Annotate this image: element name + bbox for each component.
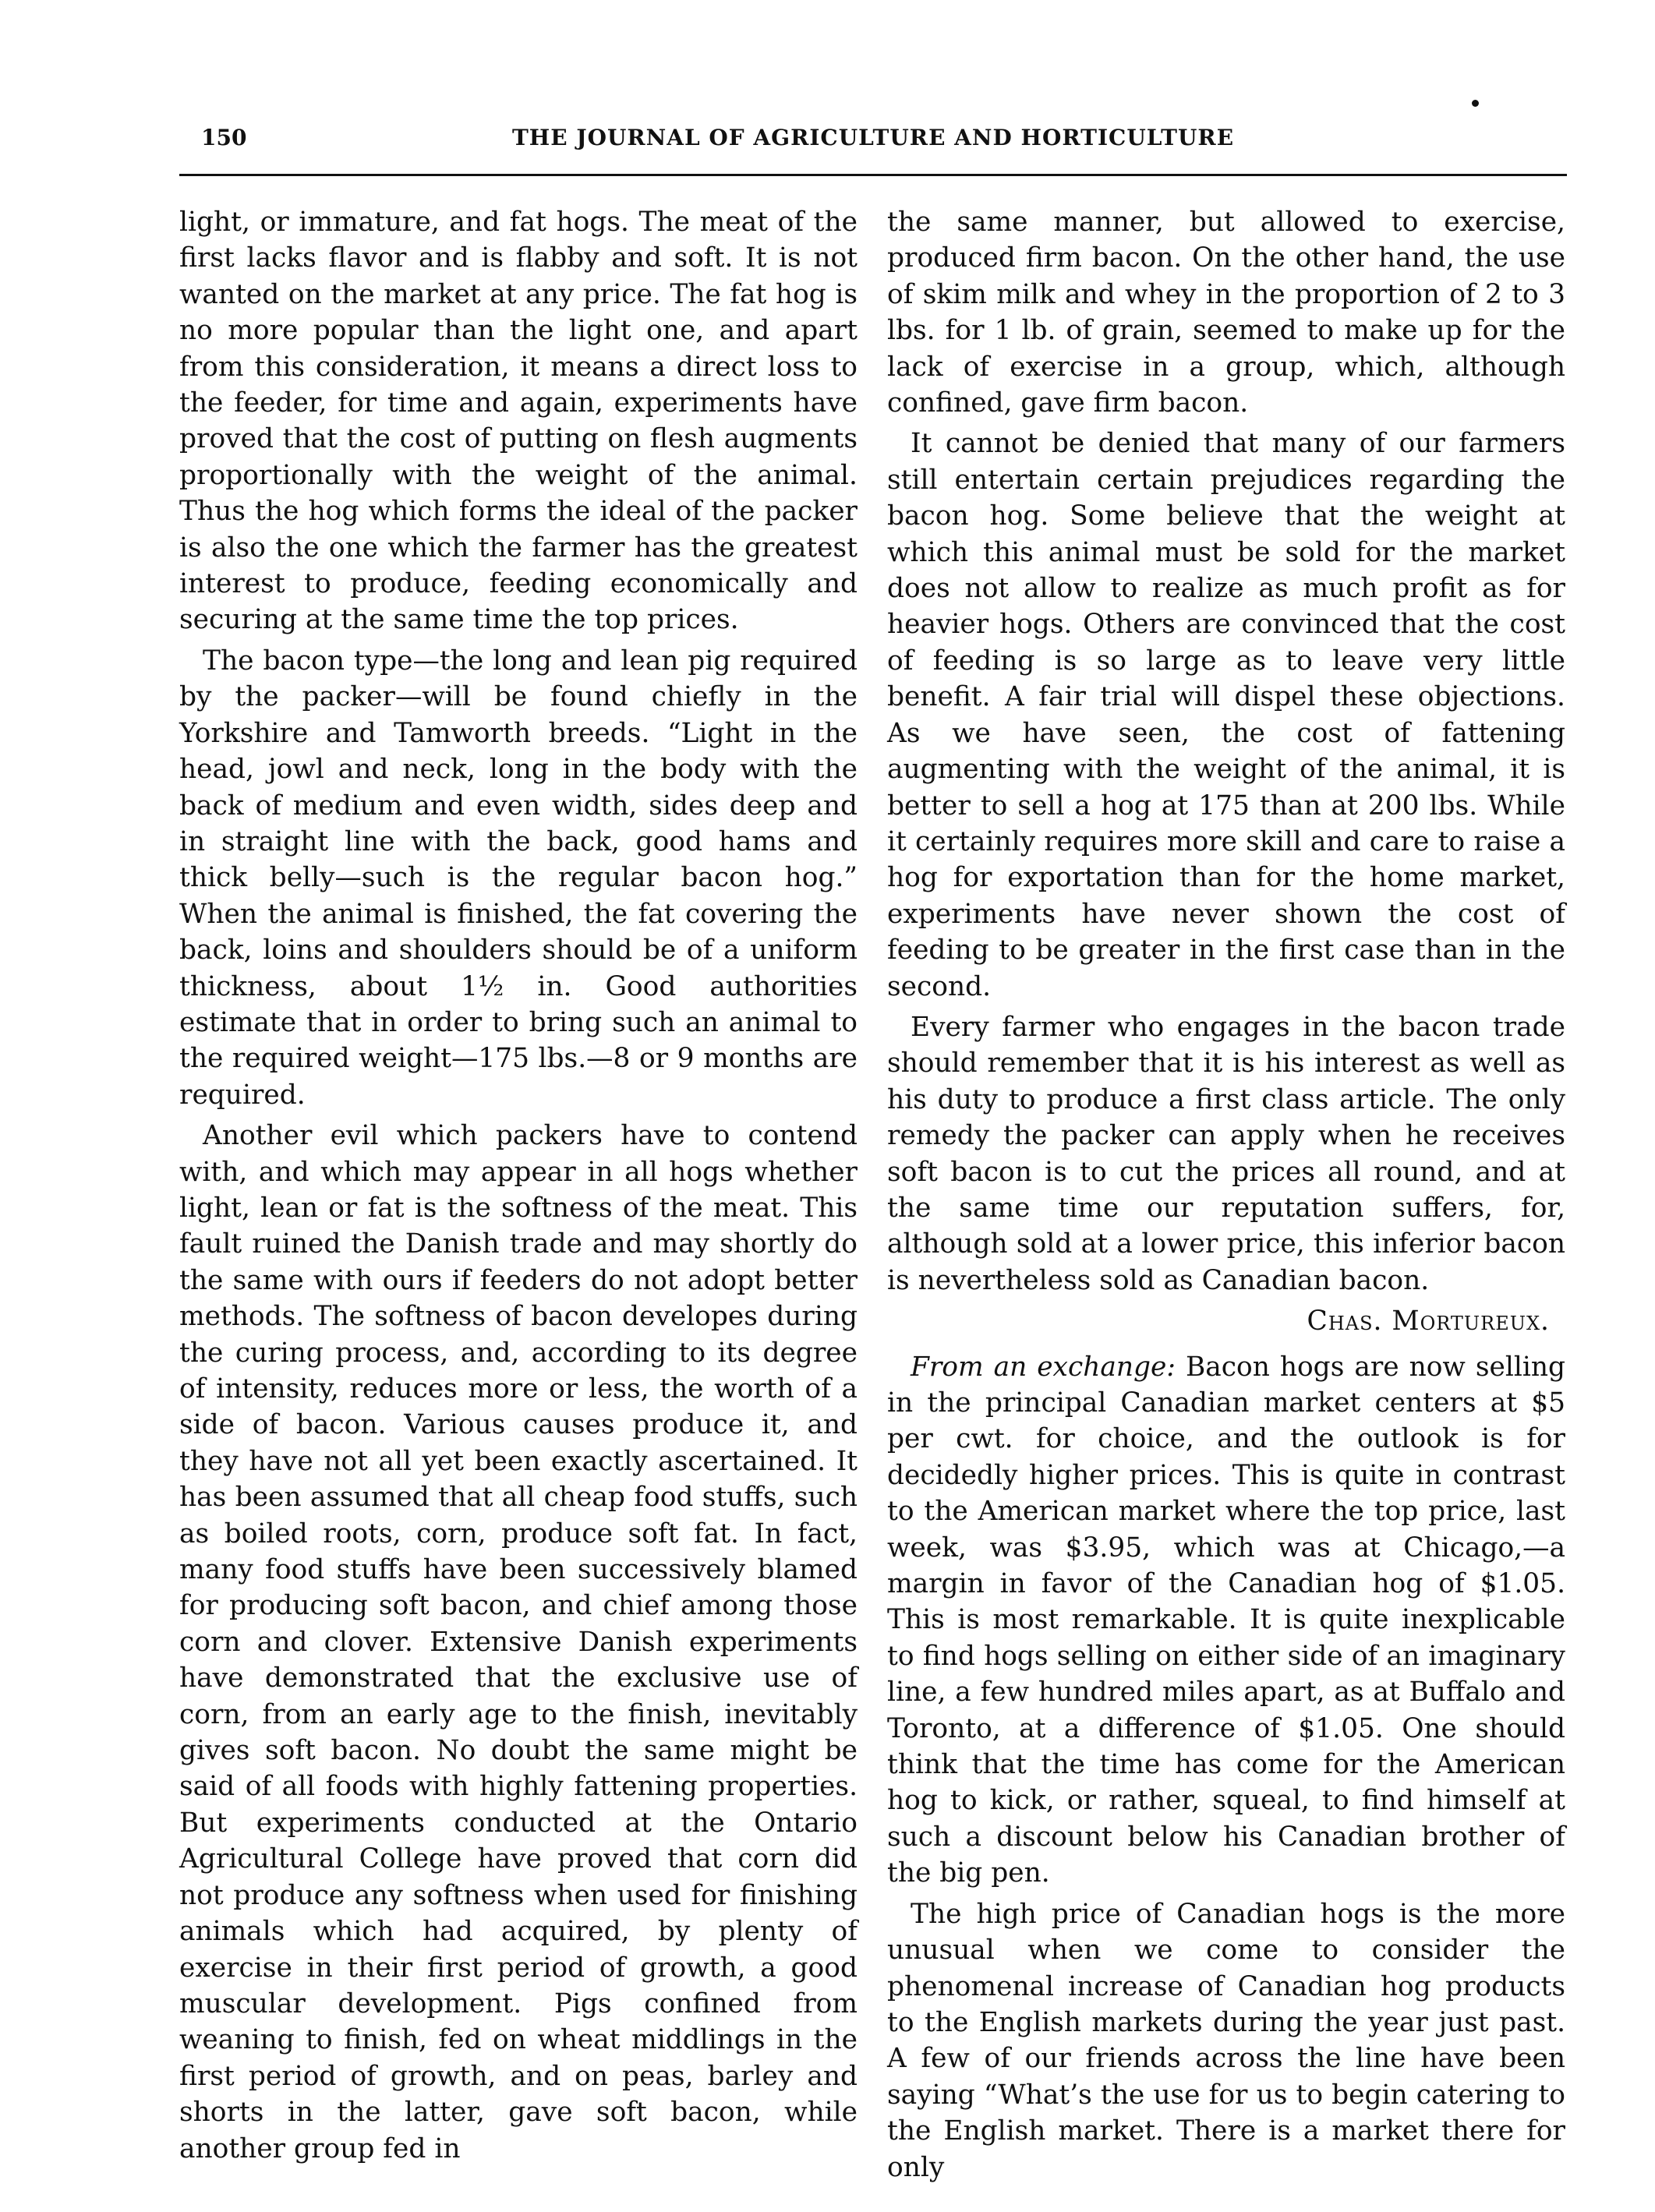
paragraph: Another evil which packers have to contend with, and which may appear in all hogs whether light, lean or fat is the softness of the meat. This fault ruined the Danish trade and may shortly do the same with ours if feeders do not adopt better methods. The softness of bacon developes during the curing process, and, according to its degree of intensity, reduces more or less, the worth of a side of bacon. Various causes produce it, and they have not all yet been exactly ascertained. It has been assumed that all cheap food stuffs, such as boiled roots, corn, produce soft fat. In fact, many food stuffs have been successively blamed for producing soft bacon, and chief among those corn and clover. Extensive Danish experiments have demonstrated that the exclusive use of corn, from an early age to the finish, inevitably gives soft bacon. No doubt the same might be said of all foods with highly fattening properties. But experiments conducted at the Ontario Agricultural College have proved that corn did not produce any softness when used for finishing animals which had acquired, by plenty of exercise in their first period of growth, a good muscular development. Pigs confined from weaning to finish, fed on wheat middlings in the first period of growth, and on peas, barley and shorts in the latter, gave soft bacon, while another group fed in — [179, 1120, 858, 2164]
author-signature: Chas. Mortureux. — [1307, 1306, 1550, 1337]
right-column — [887, 204, 1565, 2190]
left-column — [179, 204, 858, 2171]
paragraph: The high price of Canadian hogs is the more unusual when we come to consider the phenomenal increase of Canadian hog products to the English markets during the year just past. A few of our friends across the line have been saying “What’s the use for us to begin catering to the English market. There is a market there for only — [887, 1898, 1565, 2183]
paragraph: The bacon type—the long and lean pig required by the packer—will be found chiefly in the Yorkshire and Tamworth breeds. “Light in the head, jowl and neck, long in the body with the back of medium and even width, sides deep and in straight line with the back, good hams and thick belly—such is the regular bacon hog.” When the animal is finished, the fat covering the back, loins and shoulders should be of a uniform thickness, about 1½ in. Good authorities estimate that in order to bring such an animal to the required weight—175 lbs.—8 or 9 months are required. — [179, 645, 858, 1111]
running-title: THE JOURNAL OF AGRICULTURE AND HORTICULTURE — [511, 125, 1235, 150]
header-rule — [179, 174, 1567, 176]
paragraph: It cannot be denied that many of our farmers still entertain certain prejudices regarding the bacon hog. Some believe that the weight at which this animal must be sold for the market does not allow to realize as much profit as for heavier hogs. Others are convinced that the cost of feeding is so large as to leave very little benefit. A fair trial will dispel these objections. As we have seen, the cost of fattening augmenting with the weight of the animal, it is better to sell a hog at 175 than at 200 lbs. While it certainly requires more skill and care to raise a hog for exportation than for the home market, experiments have never shown the cost of feeding to be greater in the first case than in the second. — [887, 428, 1565, 1002]
page-number: 150 — [201, 125, 247, 150]
page-header — [179, 125, 1567, 171]
paragraph-body: Bacon hogs are now selling in the principal Canadian market centers at $5 per cwt. for choice, and the outlook is for decidedly higher prices. This is quite in contrast to the American market where the top price, last week, was $3.95, which was at Chicago,—a margin in favor of the Canadian hog of $1.05. This is most remarkable. It is quite inexplicable to find hogs selling on either side of an imaginary line, a few hundred miles apart, as at Buffalo and Toronto, at a difference of $1.05. One should think that the time has come for the American hog to kick, or rather, squeal, to find himself at such a discount below his Canadian brother of the big pen. — [887, 1351, 1566, 1889]
paragraph: light, or immature, and fat hogs. The meat of the first lacks flavor and is flabby and soft. It is not wanted on the market at any price. The fat hog is no more popular than the light one, and apart from this consideration, it means a direct loss to the feeder, for time and again, experiments have proved that the cost of putting on flesh augments proportionally with the weight of the animal. Thus the hog which forms the ideal of the packer is also the one which the farmer has the greatest interest to produce, feeding economically and securing at the same time the top prices. — [179, 207, 858, 636]
exchange-lead: From an exchange: — [911, 1351, 1176, 1383]
paragraph — [887, 1349, 1565, 1892]
paragraph: the same manner, but allowed to exercise, produced firm bacon. On the other hand, the use of skim milk and whey in the proportion of 2 to 3 lbs. for 1 lb. of grain, seemed to make up for the lack of exercise in a group, which, although confined, gave firm bacon. — [887, 207, 1565, 419]
paragraph: Every farmer who engages in the bacon trade should remember that it is his interest as well as his duty to produce a first class article. The only remedy the packer can apply when he receives soft bacon is to cut the prices all round, and at the same time our reputation suffers, for, although sold at a lower price, this inferior bacon is nevertheless sold as Canadian bacon. — [887, 1011, 1565, 1296]
margin-dot — [1472, 100, 1479, 107]
